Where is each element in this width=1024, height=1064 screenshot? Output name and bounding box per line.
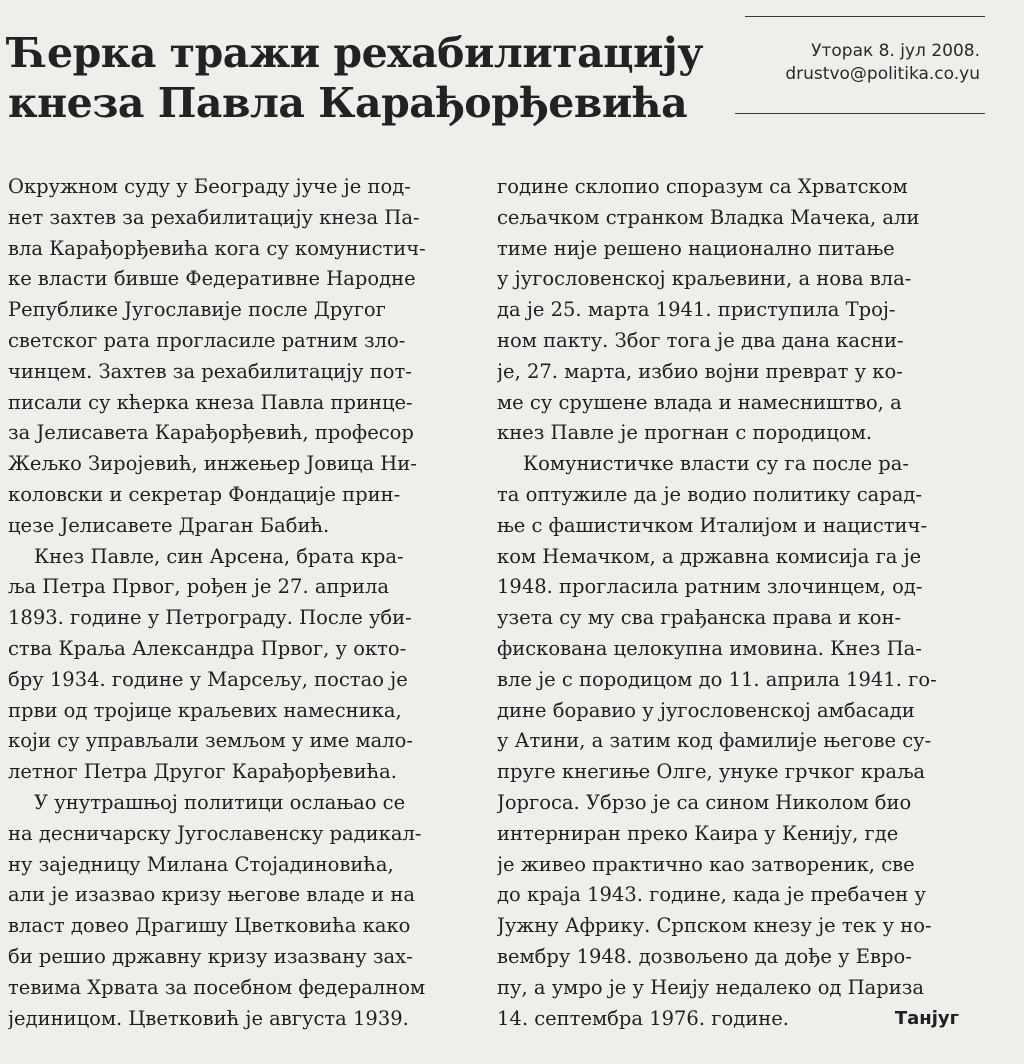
article-line: нет захтев за рехабилитацију кнеза Па- [8,205,420,229]
contact-email: drustvo@politika.co.yu [785,64,980,84]
headline-line: Ћерка тражи рехабилитацију [8,29,703,77]
article-line: та оптужиле да је водио политику сарад- [497,482,922,506]
article-line: пу, а умро је у Неију недалеко од Париза [497,975,925,999]
article-line: Јужну Африку. Српском кнезу је тек у но- [497,914,932,938]
article-line: сељачком странком Владка Мачека, али [497,205,920,229]
article-line [497,1004,959,1035]
article-line: ну заједницу Милана Стојадиновића, [8,852,394,876]
article-line: тиме није решено национално питање [497,236,895,260]
article-line: је живео практично као затвореник, све [497,852,915,876]
paragraph-first-line: Кнез Павле, син Арсена, брата кра- [34,544,404,568]
article-column-left [8,172,473,1034]
article-line: је, 27. марта, избио војни преврат у ко- [497,359,903,383]
article-line: године склопио споразум са Хрватском [497,175,908,198]
article-line: вембру 1948. дозвољено да дође у Евро- [497,944,912,968]
article-line: јединицом. Цветковић је августа 1939. [8,1006,409,1030]
article-line: бру 1934. године у Марсељу, постао је [8,667,408,691]
article-line: тевима Хрвата за посебном федералном [8,975,426,999]
article-column-right [497,172,977,1034]
article-line: чинцем. Захтев за рехабилитацију пот- [8,359,412,383]
article-line: писали су кћерка кнеза Павла принце- [8,390,413,414]
article-line: ње с фашистичком Италијом и нацистич- [497,513,928,537]
article-line: узета су му сва грађанска права и кон- [497,606,902,630]
article-line: ме су срушене влада и намесништво, а [497,390,902,414]
article-line: Окружном суду у Београду јуче је под- [8,175,411,198]
headline-line: кнеза Павла Карађорђевића [8,79,688,127]
article-line: вла Карађорђевића кога су комунистич- [8,236,426,260]
article-line: би решио државну кризу изазвану зах- [8,944,413,968]
article-line: који су управљали земљом у име мало- [8,729,413,753]
paragraph-first-line: Комунистичке власти су га после ра- [523,452,910,476]
article-line: дине боравио у југословенској амбасади [497,698,915,722]
article-line: ном пакту. Због тога је два дана касни- [497,328,904,352]
news-agency-credit: Танјуг [894,1007,959,1029]
article-line: 1893. године у Петрограду. После уби- [8,606,412,630]
article-line: 1948. прогласила ратним злочинцем, од- [497,575,923,599]
article-line: вле је с породицом до 11. априла 1941. го- [497,667,937,691]
headline [8,28,723,128]
article-line: ства Краља Александра Првог, у окто- [8,636,407,660]
article-line: ља Петра Првог, рођен је 27. априла [8,575,389,599]
article-line: до краја 1943. године, када је пребачен у [497,883,926,907]
article-line: Јоргоса. Убрзо је са сином Николом био [497,790,912,814]
publication-date: Уторак 8. јул 2008. [811,41,980,61]
article-line: у југословенској краљевини, а нова вла- [497,267,912,291]
article-line: кнез Павле је прогнан с породицом. [497,421,873,445]
article-line: ком Немачком, а државна комисија га је [497,544,922,568]
article-line: Жељко Зиројевић, инжењер Јовица Ни- [8,452,417,476]
dateline [740,40,980,86]
paragraph-first-line: У унутрашњој политици ослањао се [34,790,406,814]
article-line: али је изазвао кризу његове владе и на [8,883,415,907]
article-line: ке власти бивше Федеративне Народне [8,267,416,291]
article-line: у Атини, а затим код фамилије његове су- [497,729,932,753]
article-line: да је 25. марта 1941. приступила Трој- [497,298,896,322]
article-line: цезе Јелисавете Драган Бабић. [8,513,330,537]
article-line: летног Петра Другог Карађорђевића. [8,760,397,784]
article-line: фискована целокупна имовина. Кнез Па- [497,636,922,660]
article-line: власт довео Драгишу Цветковића како [8,914,411,938]
article-line: интерниран преко Каира у Кенију, где [497,821,899,845]
article-line: Републике Југославије после Другог [8,298,386,322]
article-line: за Јелисавета Карађорђевић, професор [8,421,414,445]
article-line-text: 14. септембра 1976. године. [497,1006,789,1030]
article-line: пруге кнегиње Олге, унуке грчког краља [497,760,926,784]
article-line: на десничарску Југославенску радикал- [8,821,422,845]
article-line: коловски и секретар Фондације прин- [8,482,401,506]
bottom-rule [735,113,985,114]
top-rule [745,16,985,17]
article-line: светског рата прогласиле ратним зло- [8,328,406,352]
article-line: први од тројице краљевих намесника, [8,698,402,722]
